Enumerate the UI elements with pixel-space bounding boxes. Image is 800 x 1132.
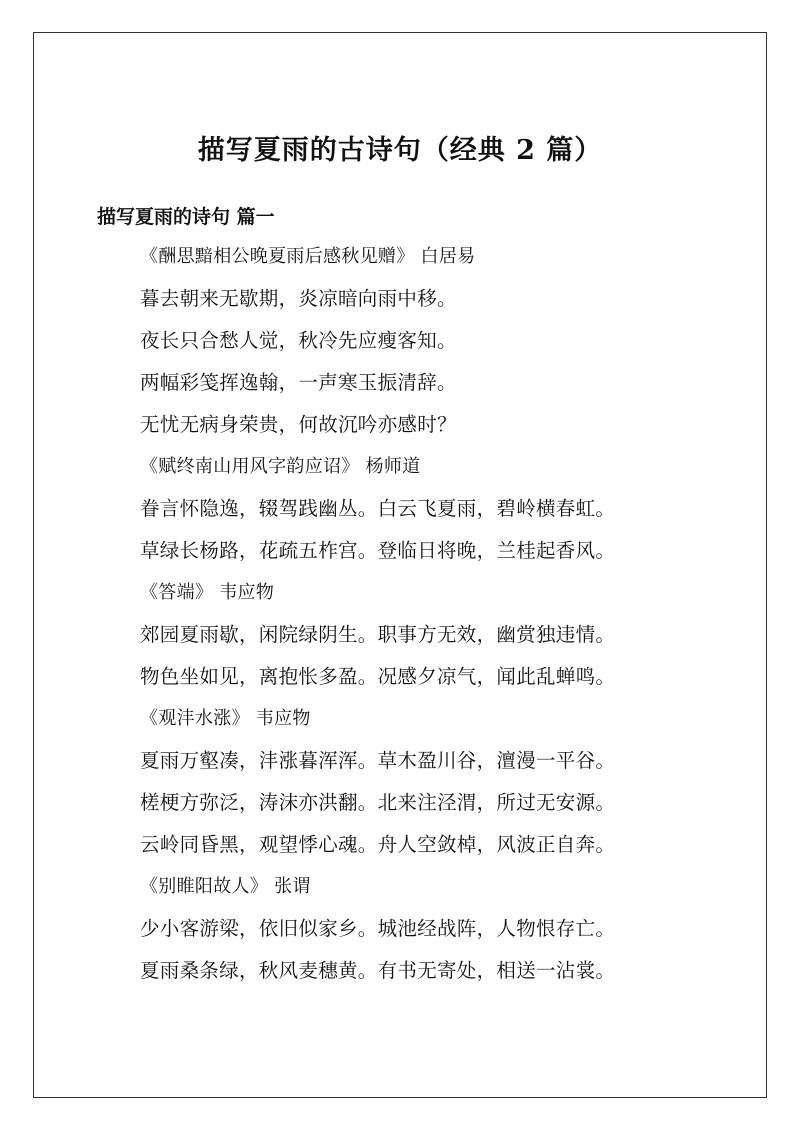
poem-line: 夏雨桑条绿，秋风麦穗黄。有书无寄处，相送一沾裳。: [140, 959, 616, 982]
poem-line: 暮去朝来无歇期，炎凉暗向雨中移。: [140, 287, 457, 310]
poem-line: 槎梗方弥泛，涛沫亦洪翻。北来注泾渭，所过无安源。: [140, 791, 616, 814]
poem-lines: [140, 243, 615, 999]
poem-line: 夏雨万壑凑，沣涨暮浑浑。草木盈川谷，澶漫一平谷。: [140, 749, 616, 772]
poem-line: 《观沣水涨》 韦应物: [140, 708, 311, 729]
page-title: 描写夏雨的古诗句（经典 2 篇）: [197, 135, 603, 166]
poem-line: 云岭同昏黑，观望悸心魂。舟人空敛棹，风波正自奔。: [140, 833, 616, 856]
poem-line: 少小客游梁，依旧似家乡。城池经战阵，人物恨存亡。: [140, 917, 616, 940]
poem-line: 物色坐如见，离抱怅多盈。况感夕凉气，闻此乱蝉鸣。: [140, 665, 616, 688]
poem-line: 《答端》 韦应物: [140, 582, 275, 603]
poem-line: 《赋终南山用风字韵应诏》 杨师道: [140, 456, 421, 477]
poem-line: 眷言怀隐逸，辍驾践幽丛。白云飞夏雨，碧岭横春虹。: [140, 497, 616, 520]
poem-line: 《酬思黯相公晚夏雨后感秋见赠》 白居易: [140, 246, 476, 267]
poem-line: 《别睢阳故人》 张谓: [140, 876, 311, 897]
poem-line: 两幅彩笺挥逸翰，一声寒玉振清辞。: [140, 371, 457, 394]
poem-line: 无忧无病身荣贵，何故沉吟亦感时？: [140, 413, 457, 436]
poem-line: 夜长只合愁人觉，秋冷先应瘦客知。: [140, 329, 457, 352]
poem-line: 郊园夏雨歇，闲院绿阴生。职事方无效，幽赏独违情。: [140, 623, 616, 646]
poem-line: 草绿长杨路，花疏五柞宫。登临日将晚，兰桂起香风。: [140, 539, 616, 562]
section-heading: 描写夏雨的诗句 篇一: [97, 206, 275, 228]
